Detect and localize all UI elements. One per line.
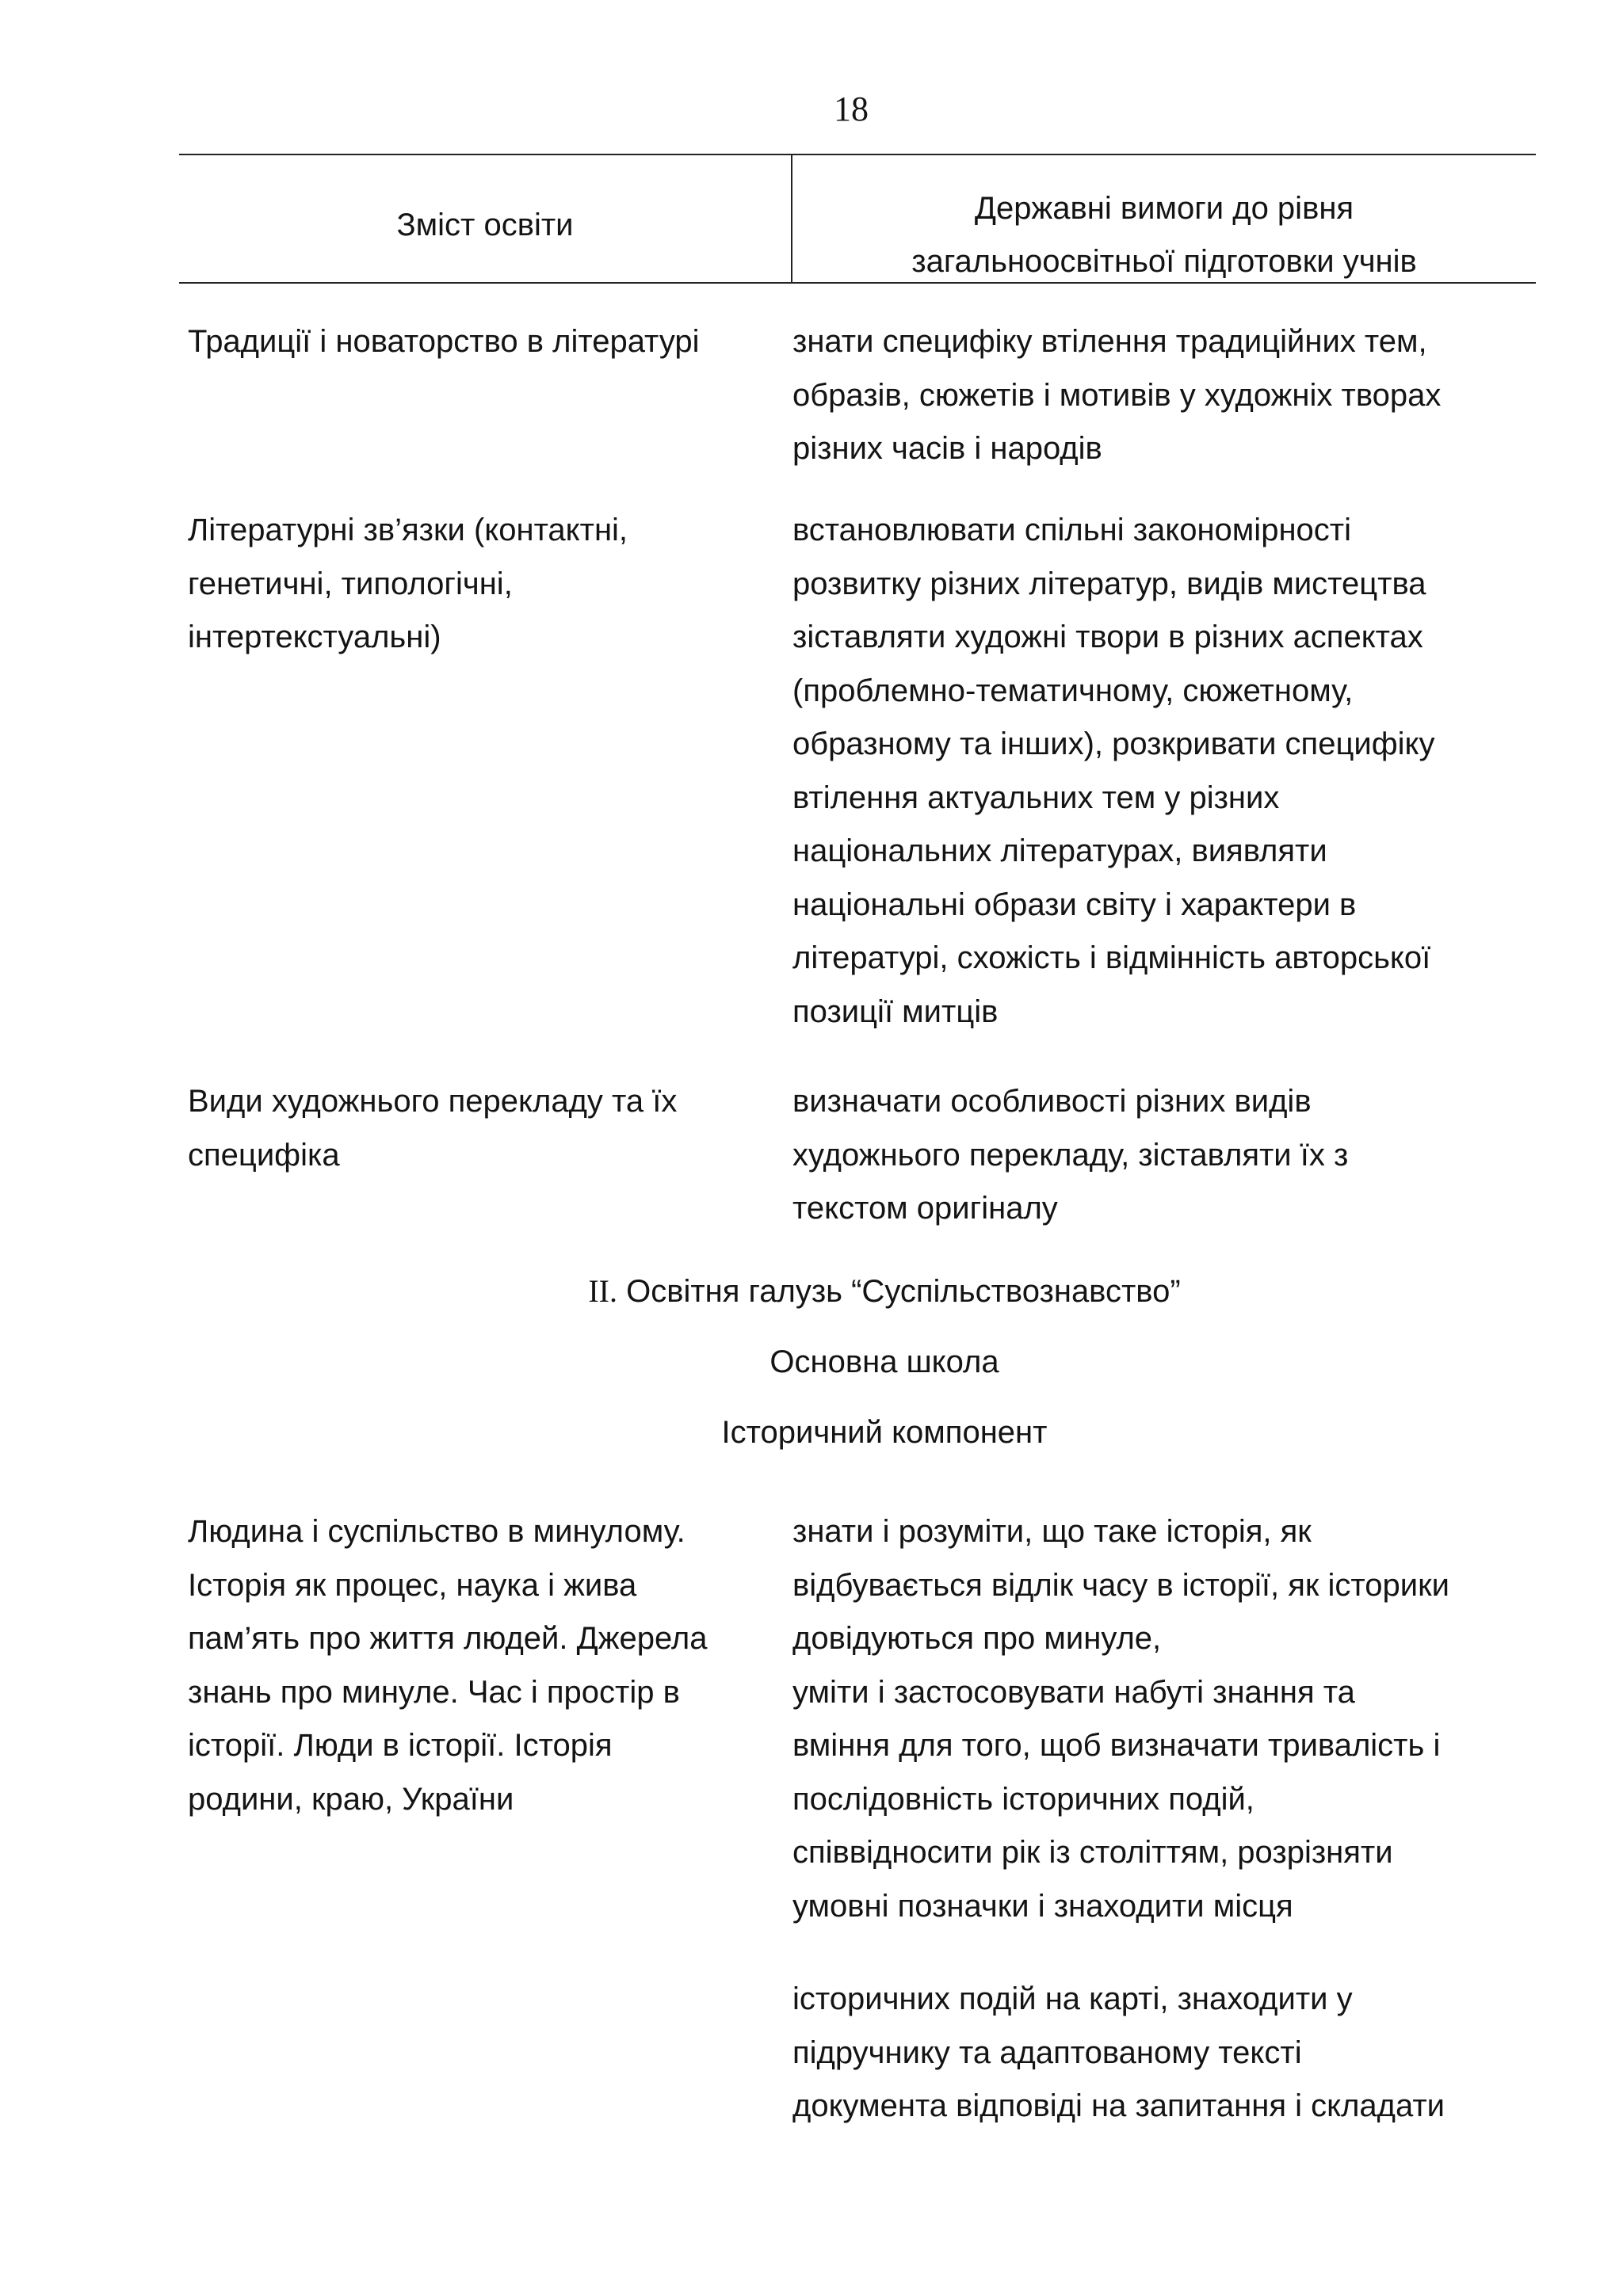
text-line: текстом оригіналу [792, 1191, 1058, 1226]
text-line: образів, сюжетів і мотивів у художніх творах [792, 377, 1442, 413]
text-line: позиції митців [792, 994, 999, 1029]
header-content-column: Зміст освіти [396, 208, 574, 242]
text-line: уміти і застосовувати набуті знання та [792, 1674, 1355, 1710]
requirements-cell [792, 1075, 1544, 1236]
content-cell [188, 504, 790, 665]
text-line: родини, краю, України [188, 1781, 514, 1817]
header-line: загальноосвітньої підготовки учнів [911, 244, 1417, 279]
text-line: Людина і суспільство в минулому. [188, 1514, 685, 1549]
header-requirements-column [792, 182, 1536, 288]
text-line: відбувається відлік часу в історії, як історики [792, 1567, 1449, 1603]
text-line: зіставляти художні твори в різних аспектах [792, 620, 1423, 654]
text-line: літературі, схожість і відмінність авторської [792, 940, 1431, 975]
requirements-cell [792, 1505, 1544, 1933]
text-line: генетичні, типологічні, [188, 566, 513, 601]
text-line: національних літературах, виявляти [792, 833, 1327, 868]
text-line: розвитку різних літератур, видів мистецтва [792, 566, 1426, 601]
text-line: художнього перекладу, зіставляти їх з [792, 1137, 1349, 1173]
content-cell [188, 315, 790, 369]
text-line: документа відповіді на запитання і складати [792, 2088, 1445, 2123]
text-line: Історія як процес, наука і жива [188, 1567, 637, 1603]
text-line: різних часів і народів [792, 431, 1102, 466]
text-line: вміння для того, щоб визначати тривалість і [792, 1728, 1441, 1763]
text-line: специфіка [188, 1137, 340, 1173]
requirements-cell [792, 315, 1544, 476]
text-line: довідуються про минуле, [792, 1621, 1162, 1656]
text-line: Види художнього перекладу та їх [188, 1084, 678, 1119]
text-line: знань про минуле. Час і простір в [188, 1674, 680, 1710]
text-line: визначати особливості різних видів [792, 1084, 1312, 1119]
text-line: (проблемно-тематичному, сюжетному, [792, 673, 1354, 708]
component-title: Історичний компонент [721, 1415, 1048, 1450]
content-cell [188, 1505, 790, 1826]
table-header [179, 154, 1536, 284]
header-line: Державні вимоги до рівня [974, 191, 1354, 226]
text-line: національні образи світу і характери в [792, 887, 1357, 922]
text-line: втілення актуальних тем у різних [792, 780, 1280, 815]
school-level-title: Основна школа [769, 1344, 999, 1379]
text-line: інтертекстуальні) [188, 620, 441, 654]
text-line: пам’ять про життя людей. Джерела [188, 1621, 708, 1656]
requirements-cell [792, 1973, 1544, 2134]
requirements-cell [792, 504, 1544, 1039]
text-line: умовні позначки і знаходити місця [792, 1888, 1293, 1924]
text-line: співвідносити рік із століттям, розрізняти [792, 1835, 1393, 1870]
text-line: Літературні зв’язки (контактні, [188, 513, 628, 547]
page-number: 18 [834, 90, 869, 128]
text-line: образному та інших), розкривати специфіку [792, 727, 1435, 761]
text-line: історичних подій на карті, знаходити у [792, 1981, 1353, 2016]
text-line: Традиції і новаторство в літературі [188, 324, 700, 359]
text-line: знати і розуміти, що таке історія, як [792, 1514, 1312, 1549]
text-line: історії. Люди в історії. Історія [188, 1728, 613, 1763]
text-line: підручнику та адаптованому тексті [792, 2035, 1302, 2070]
section-roman-numeral: II. [588, 1273, 617, 1309]
text-line: знати специфіку втілення традиційних тем, [792, 324, 1427, 359]
content-cell [188, 1075, 790, 1182]
text-line: послідовність історичних подій, [792, 1781, 1254, 1817]
section-title-text: Освітня галузь “Суспільствознавство” [617, 1274, 1181, 1309]
text-line: встановлювати спільні закономірності [792, 513, 1351, 547]
section-title [0, 1272, 1623, 1310]
